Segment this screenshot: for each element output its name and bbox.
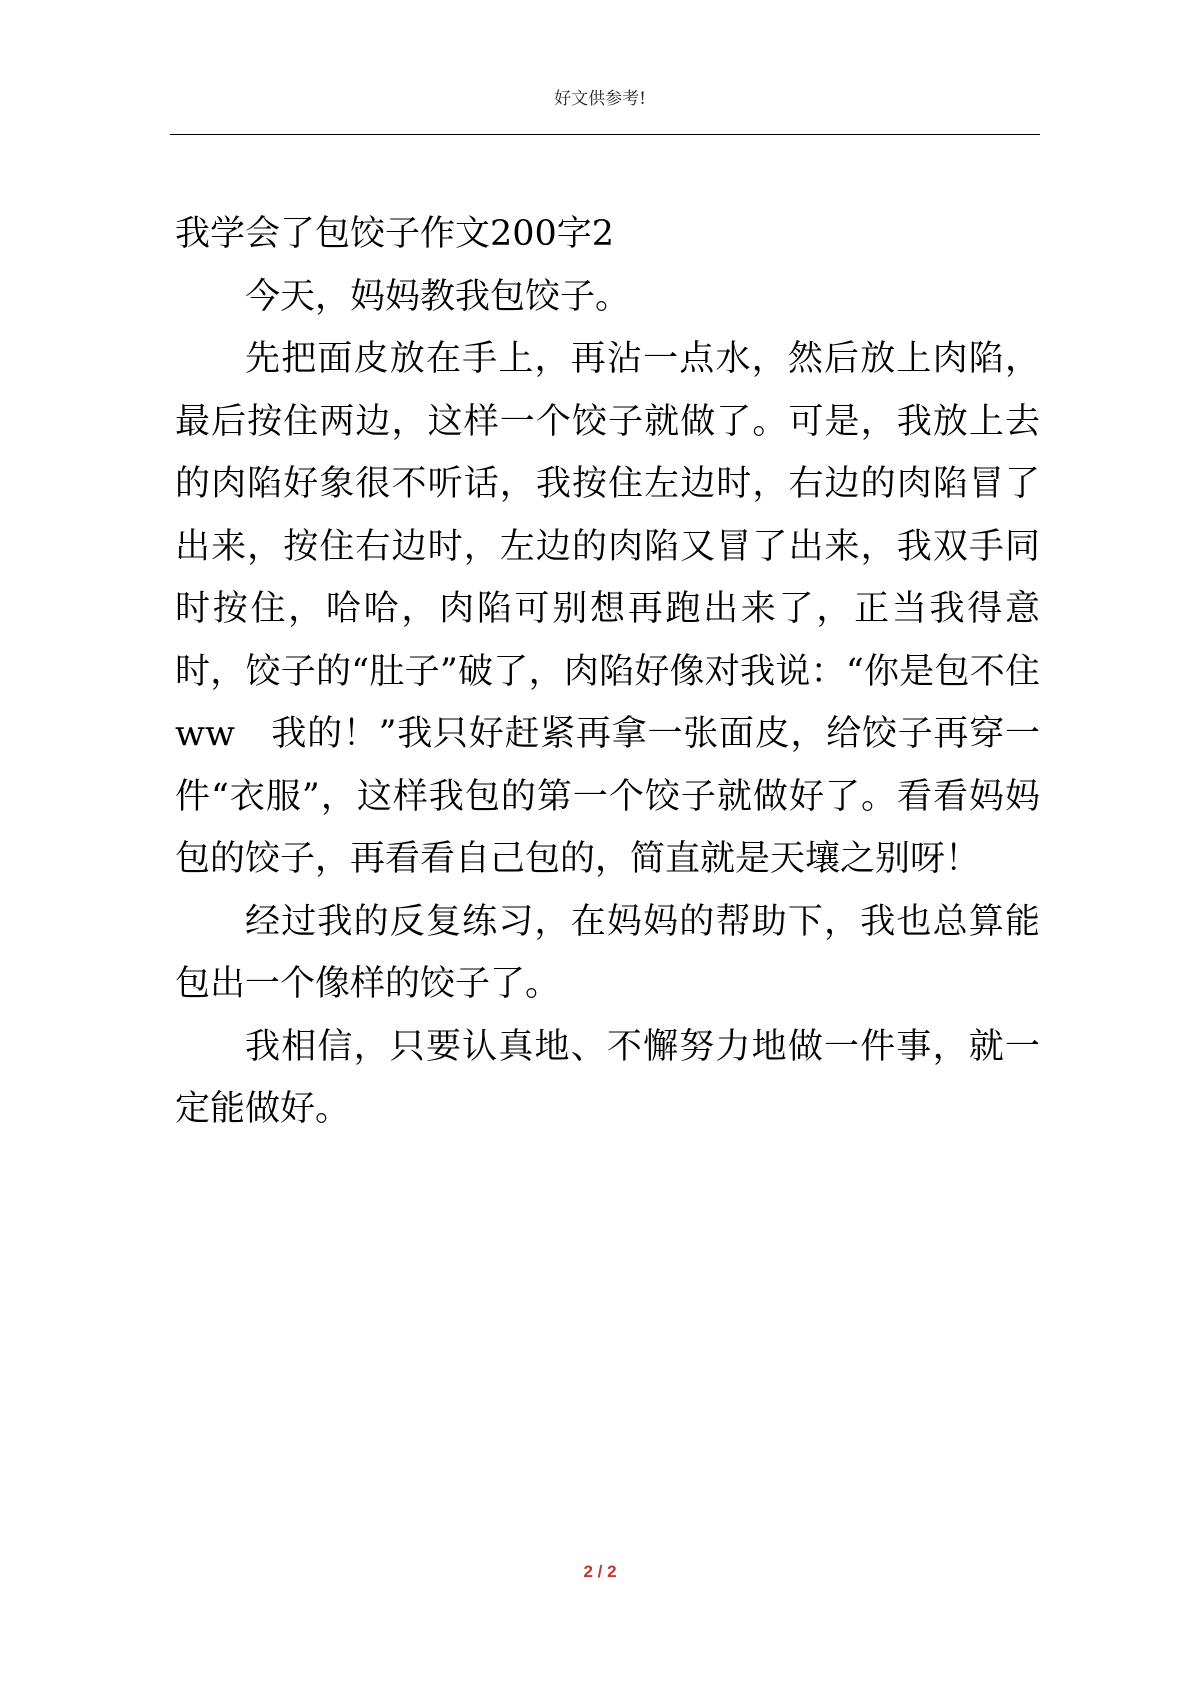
header-divider bbox=[170, 134, 1040, 135]
page-number: 2 / 2 bbox=[583, 1562, 617, 1581]
paragraph-4: 我相信，只要认真地、不懈努力地做一件事，就一定能做好。 bbox=[175, 1026, 1040, 1129]
header-note: 好文供参考! bbox=[554, 89, 646, 109]
paragraph-3: 经过我的反复练习，在妈妈的帮助下，我也总算能包出一个像样的饺子了。 bbox=[175, 901, 1040, 1004]
document-title: 我学会了包饺子作文200字2 bbox=[175, 214, 615, 254]
paragraph-1: 今天，妈妈教我包饺子。 bbox=[245, 276, 631, 317]
document-body bbox=[175, 203, 1040, 1141]
paragraph-2: 先把面皮放在手上，再沾一点水，然后放上肉陷，最后按住两边，这样一个饺子就做了。可是，我放上去的肉陷好象很不听话，我按住左边时，右边的肉陷冒了出来，按住右边时，左边的肉陷又冒了出来，我双手同时按住，哈哈，肉陷可别想再跑出来了，正当我得意时，饺子的“肚子”破了，肉陷好像对我说：“你是包不住ww 我的！”我只好赶紧再拿一张面皮，给饺子再穿一件“衣服”，这样我包的第一个饺子就做好了。看看妈妈包的饺子，再看看自己包的，简直就是天壤之别呀！ bbox=[175, 339, 1040, 879]
